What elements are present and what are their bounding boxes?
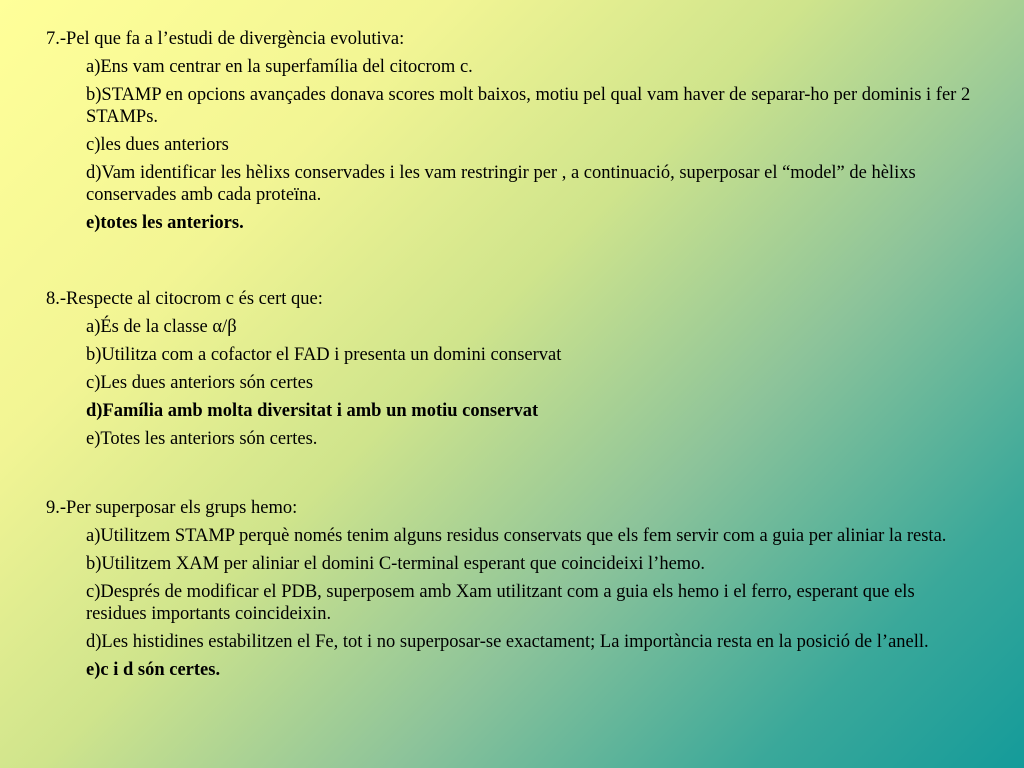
option-a: a)Ens vam centrar en la superfamília del citocrom c. [86, 57, 473, 77]
option-d: d)Vam identificar les hèlixs conservades i les vam restringir per , a continuació, superposar el “model” de hèlixs conservades amb cada proteïna. [86, 163, 916, 205]
option-a: a)És de la classe α/β [86, 317, 237, 337]
question-stem: 9.-Per superposar els grups hemo: [46, 498, 298, 518]
question-9 [46, 497, 984, 687]
option-b: b)Utilitzem XAM per aliniar el domini C-terminal esperant que coincideixi l’hemo. [86, 554, 706, 574]
option-c: c)les dues anteriors [86, 135, 229, 155]
option-b: b)Utilitza com a cofactor el FAD i presenta un domini conservat [86, 345, 562, 365]
option-b: b)STAMP en opcions avançades donava scores molt baixos, motiu pel qual vam haver de separar-ho per dominis i fer 2 STAMPs. [86, 85, 971, 127]
option-e: e)c i d són certes. [86, 660, 221, 680]
option-c: c)Les dues anteriors són certes [86, 373, 314, 393]
option-a: a)Utilitzem STAMP perquè només tenim alguns residus conservats que els fem servir com a guia per aliniar la resta. [86, 526, 947, 546]
question-8 [46, 288, 984, 456]
option-c: c)Després de modificar el PDB, superposem amb Xam utilitzant com a guia els hemo i el ferro, esperant que els residues importants coincideixin. [86, 582, 915, 624]
option-d: d)Les histidines estabilitzen el Fe, tot i no superposar-se exactament; La importància resta en la posició de l’anell. [86, 632, 929, 652]
question-stem: 8.-Respecte al citocrom c és cert que: [46, 289, 323, 309]
option-d: d)Família amb molta diversitat i amb un motiu conservat [86, 401, 539, 421]
option-e: e)Totes les anteriors són certes. [86, 429, 318, 449]
option-e: e)totes les anteriors. [86, 213, 244, 233]
question-stem: 7.-Pel que fa a l’estudi de divergència evolutiva: [46, 29, 405, 49]
question-7 [46, 28, 984, 240]
